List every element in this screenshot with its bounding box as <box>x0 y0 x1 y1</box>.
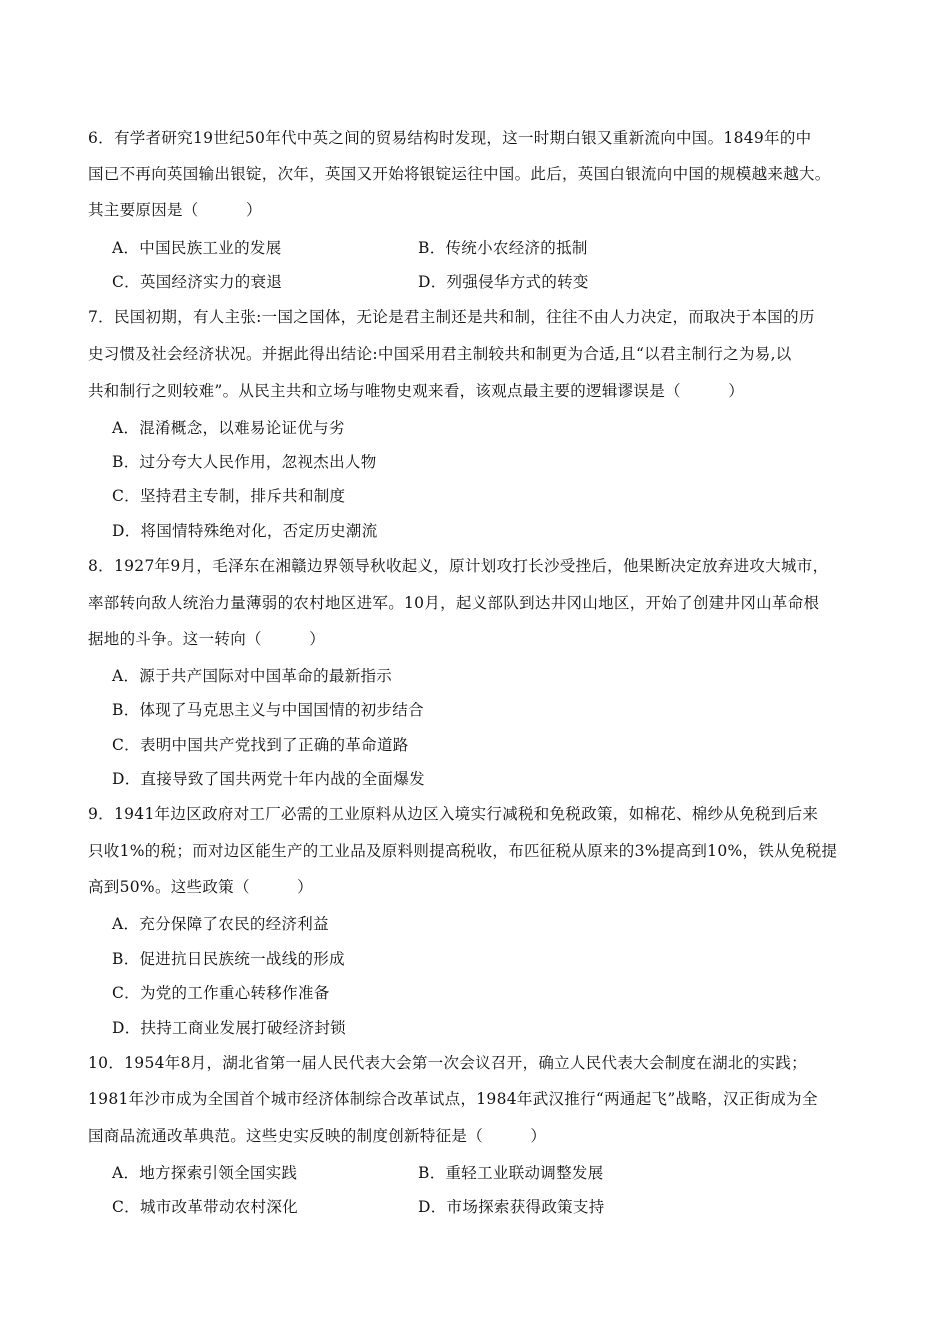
question-text-line: 6．有学者研究19世纪50年代中英之间的贸易结构时发现，这一时期白银又重新流向中国。1849年的中 <box>88 129 812 147</box>
option-d: D．直接导致了国共两党十年内战的全面爆发 <box>112 770 425 788</box>
question-text-line: 国商品流通改革典范。这些史实反映的制度创新特征是（ ） <box>88 1127 547 1145</box>
option-b: B．体现了马克思主义与中国国情的初步结合 <box>112 701 424 719</box>
option-c: C．坚持君主专制，排斥共和制度 <box>112 487 346 505</box>
option-c: C．表明中国共产党找到了正确的革命道路 <box>112 736 409 754</box>
question-text-line: 10．1954年8月，湖北省第一届人民代表大会第一次会议召开，确立人民代表大会制度在湖北的实践； <box>88 1054 807 1072</box>
option-d: D．将国情特殊绝对化，否定历史潮流 <box>112 522 378 540</box>
question-text-line: 其主要原因是（ ） <box>88 201 262 219</box>
question-text-line: 高到50%。这些政策（ ） <box>88 878 313 896</box>
option-c: C．城市改革带动农村深化 <box>112 1198 298 1216</box>
question-text-line: 率部转向敌人统治力量薄弱的农村地区进军。10月，起义部队到达井冈山地区，开始了创建井冈山革命根 <box>88 594 820 612</box>
question-text-line: 只收1%的税；而对边区能生产的工业品及原料则提高税收，布匹征税从原来的3%提高到10%，铁从免税提 <box>88 842 838 860</box>
option-c: C．为党的工作重心转移作准备 <box>112 984 330 1002</box>
question-text-line: 1981年沙市成为全国首个城市经济体制综合改革试点，1984年武汉推行“两通起飞”战略，汉正街成为全 <box>88 1090 818 1108</box>
option-b: B．传统小农经济的抵制 <box>418 239 588 257</box>
question-text-line: 据地的斗争。这一转向（ ） <box>88 630 326 648</box>
question-text-line: 国已不再向英国输出银锭，次年，英国又开始将银锭运往中国。此后，英国白银流向中国的规模越来越大。 <box>88 165 831 183</box>
option-a: A．混淆概念，以难易论证优与劣 <box>112 419 345 437</box>
question-text-line: 史习惯及社会经济状况。并据此得出结论:中国采用君主制较共和制更为合适,且“以君主制行之为易,以 <box>88 345 792 363</box>
option-a: A．源于共产国际对中国革命的最新指示 <box>112 667 393 685</box>
option-d: D．列强侵华方式的转变 <box>418 273 589 291</box>
option-c: C．英国经济实力的衰退 <box>112 273 283 291</box>
question-text-line: 8．1927年9月，毛泽东在湘赣边界领导秋收起义，原计划攻打长沙受挫后，他果断决定放弃进攻大城市， <box>88 557 829 575</box>
option-a: A．充分保障了农民的经济利益 <box>112 915 329 933</box>
option-a: A．地方探索引领全国实践 <box>112 1164 298 1182</box>
option-b: B．促进抗日民族统一战线的形成 <box>112 950 345 968</box>
option-d: D．扶持工商业发展打破经济封锁 <box>112 1019 346 1037</box>
option-d: D．市场探索获得政策支持 <box>418 1198 605 1216</box>
option-b: B．过分夸大人民作用，忽视杰出人物 <box>112 453 377 471</box>
question-text-line: 共和制行之则较难”。从民主共和立场与唯物史观来看，该观点最主要的逻辑谬误是（ ） <box>88 382 745 400</box>
option-a: A．中国民族工业的发展 <box>112 239 282 257</box>
question-text-line: 7．民国初期，有人主张:一国之国体，无论是君主制还是共和制，往往不由人力决定，而取决于本国的历 <box>88 308 815 326</box>
option-b: B．重轻工业联动调整发展 <box>418 1164 604 1182</box>
question-text-line: 9．1941年边区政府对工厂必需的工业原料从边区入境实行减税和免税政策，如棉花、棉纱从免税到后来 <box>88 805 819 823</box>
